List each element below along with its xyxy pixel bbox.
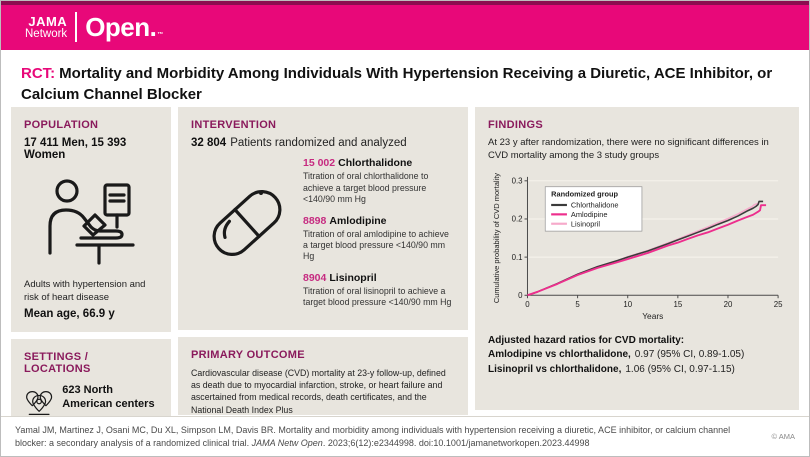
trademark-symbol: ™ (157, 31, 163, 38)
drug-count: 15 002 (303, 157, 336, 170)
legend-entry-label: Lisinopril (570, 219, 601, 229)
x-tick-label: 25 (773, 300, 783, 310)
drug-name: Chlorthalidone (338, 157, 413, 170)
logo-open-text: Open. (85, 11, 157, 42)
citation-journal: JAMA Netw Open (251, 437, 323, 448)
citation-doi: . 2023;6(12):e2344998. doi:10.1001/jamanetworkopen.2023.44998 (322, 437, 590, 448)
hazard-heading: Adjusted hazard ratios for CVD mortality: (488, 334, 685, 346)
jama-network-open-logo (25, 12, 163, 43)
hazard-label: Lisinopril vs chlorthalidone, (488, 363, 622, 375)
population-mean-age: Mean age, 66.9 y (24, 307, 115, 320)
y-tick-label: 0.3 (511, 176, 523, 186)
pill-capsule-icon (199, 167, 295, 275)
findings-panel (475, 107, 799, 410)
drug-description: Titration of oral chlorthalidone to achieve a target blood pressure <140/90 mm Hg (303, 171, 429, 205)
drug-count: 8904 (303, 271, 327, 284)
header-banner (1, 5, 809, 50)
settings-text: 623 North American centers (62, 383, 155, 411)
page-title (21, 63, 789, 105)
intervention-count-suffix: Patients randomized and analyzed (230, 137, 407, 150)
x-tick-label: 0 (525, 300, 530, 310)
hazard-ratio-block (488, 334, 786, 378)
population-panel (11, 107, 171, 332)
drug-description: Titration of oral amlodipine to achieve a target blood pressure <140/90 mm Hg (303, 228, 449, 262)
findings-summary: At 23 y after randomization, there were no significant differences in CVD mortality among the 3 study groups (488, 137, 769, 162)
citation-authors-and-title: Yamal JM, Martinez J, Osani MC, Du XL, Simpson LM, Davis BR. Mortality and morbidity among individuals with hypertension receiving a diuretic, ACE inhibitor, or calcium channel blocker: a secondary analysis of a randomized clinical trial. (15, 425, 731, 448)
x-tick-label: 20 (723, 300, 733, 310)
study-type-tag: RCT: (21, 65, 56, 83)
main-content (1, 107, 809, 415)
intervention-count: 32 804 (191, 137, 227, 150)
column-findings (475, 107, 799, 410)
legend-entry-label: Chlorthalidone (570, 200, 619, 210)
drug-item-chlorthalidone (303, 157, 455, 205)
drug-item-amlodipine (303, 215, 455, 263)
drug-item-lisinopril (303, 272, 455, 309)
y-tick-label: 0 (518, 290, 523, 300)
x-tick-label: 10 (623, 300, 633, 310)
population-description: Adults with hypertension and risk of heart disease (24, 279, 146, 304)
drug-name: Amlodipine (329, 214, 387, 227)
hazard-value: 1.06 (95% CI, 0.97-1.15) (625, 363, 735, 375)
population-heading: POPULATION (24, 119, 99, 132)
hazard-line-amlodipine (488, 348, 786, 363)
drug-list (303, 157, 455, 317)
citation (15, 424, 760, 449)
logo-network-text: Network (25, 27, 68, 40)
intervention-heading: INTERVENTION (191, 119, 277, 132)
cvd-mortality-chart (488, 167, 786, 327)
x-tick-label: 5 (575, 300, 580, 310)
hazard-line-lisinopril (488, 363, 786, 378)
settings-heading: SETTINGS / LOCATIONS (24, 350, 91, 375)
drug-description: Titration of oral lisinopril to achieve a target blood pressure <140/90 mm Hg (303, 285, 452, 308)
drug-count: 8898 (303, 214, 327, 227)
primary-outcome-panel (178, 337, 468, 415)
footer (1, 416, 809, 456)
primary-outcome-text: Cardiovascular disease (CVD) mortality at 23-y follow-up, defined as death due to myocardial infarction, stroke, or heart failure and ascertained from medical records, death certificates, and the National Death Index Plus (191, 367, 446, 415)
drug-name: Lisinopril (329, 271, 377, 284)
title-section (1, 50, 809, 107)
x-tick-label: 15 (673, 300, 683, 310)
y-tick-label: 0.2 (511, 214, 523, 224)
hazard-value: 0.97 (95% CI, 0.89-1.05) (634, 349, 745, 361)
column-intervention-outcome (178, 107, 468, 415)
settings-panel (11, 339, 171, 417)
hazard-label: Amlodipine vs chlorthalidone, (488, 349, 631, 361)
x-axis-label: Years (642, 310, 664, 321)
y-axis-label: Cumulative probability of CVD mortality (491, 172, 501, 304)
legend-title: Randomized group (551, 189, 619, 199)
findings-heading: FINDINGS (488, 119, 543, 132)
copyright-notice: © AMA (771, 432, 795, 442)
legend-entry-label: Amlodipine (570, 209, 608, 219)
logo-jama-text: JAMA (28, 13, 68, 29)
patient-blood-pressure-icon (39, 175, 143, 267)
intervention-panel (178, 107, 468, 329)
population-subtitle: 17 411 Men, 15 393 Women (24, 137, 127, 162)
column-population-settings (11, 107, 171, 410)
primary-outcome-heading: PRIMARY OUTCOME (191, 348, 305, 361)
study-title-text: Mortality and Morbidity Among Individuals With Hypertension Receiving a Diuretic, ACE Inhibitor, or Calcium Channel Blocker (21, 65, 773, 104)
y-tick-label: 0.1 (511, 252, 523, 262)
logo-divider (75, 12, 77, 42)
